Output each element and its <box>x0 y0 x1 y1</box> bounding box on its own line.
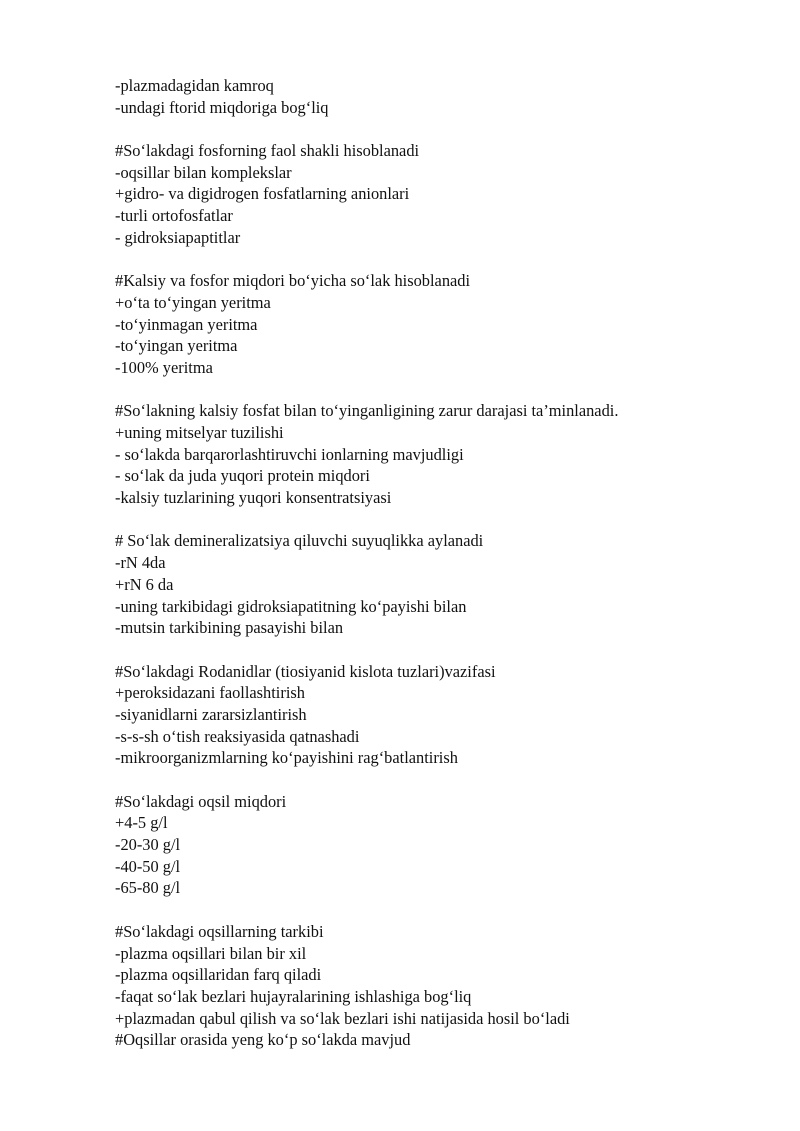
text-line: -plazmadagidan kamroq <box>115 76 274 95</box>
text-line: +plazmadan qabul qilish va so‘lak bezlari ishi natijasida hosil bo‘ladi <box>115 1008 570 1028</box>
text-line: +gidro- va digidrogen fosfatlarning anionlari <box>115 184 410 204</box>
text-line: -oqsillar bilan komplekslar <box>115 162 292 182</box>
question-block <box>115 530 765 638</box>
question-block <box>115 75 765 118</box>
question-block <box>115 661 765 769</box>
block-spacer <box>115 249 765 271</box>
text-line: # So‘lak demineralizatsiya qiluvchi suyuqlikka aylanadi <box>115 531 484 551</box>
text-line: - so‘lak da juda yuqori protein miqdori <box>115 466 370 486</box>
text-line: -mutsin tarkibining pasayishi bilan <box>115 618 344 638</box>
text-line: -s-s-sh o‘tish reaksiyasida qatnashadi <box>115 726 360 746</box>
text-line: -plazma oqsillaridan farq qiladi <box>115 965 322 985</box>
block-spacer <box>115 379 765 401</box>
text-line: #So‘lakdagi oqsillarning tarkibi <box>115 921 324 941</box>
question-block <box>115 791 765 899</box>
question-block <box>115 921 765 1051</box>
text-line: #Kalsiy va fosfor miqdori bo‘yicha so‘lak hisoblanadi <box>115 271 471 291</box>
text-line: +o‘ta to‘yingan yeritma <box>115 292 271 312</box>
text-line: -100% yeritma <box>115 357 213 377</box>
text-line: #Oqsillar orasida yeng ko‘p so‘lakda mavjud <box>115 1030 411 1050</box>
block-spacer <box>115 118 765 140</box>
text-line: -20-30 g/l <box>115 835 181 855</box>
text-line: +4-5 g/l <box>115 813 168 833</box>
text-line: +uning mitselyar tuzilishi <box>115 423 284 442</box>
question-block <box>115 140 765 248</box>
text-line: -mikroorganizmlarning ko‘payishini rag‘batlantirish <box>115 748 458 768</box>
block-spacer <box>115 769 765 791</box>
text-line: -plazma oqsillari bilan bir xil <box>115 943 307 963</box>
text-line: -kalsiy tuzlarining yuqori konsentratsiyasi <box>115 488 392 508</box>
text-line: - so‘lakda barqarorlashtiruvchi ionlarning mavjudligi <box>115 444 464 464</box>
question-block <box>115 400 765 508</box>
text-line: -turli ortofosfatlar <box>115 206 233 226</box>
text-line: #So‘lakdagi Rodanidlar (tiosiyanid kislota tuzlari)vazifasi <box>115 661 496 681</box>
text-line: -uning tarkibidagi gidroksiapatitning ko‘payishi bilan <box>115 596 467 616</box>
text-line: -to‘yinmagan yeritma <box>115 314 258 334</box>
text-line: #So‘lakdagi fosforning faol shakli hisoblanadi <box>115 141 420 161</box>
text-line: -40-50 g/l <box>115 856 181 876</box>
text-line: -undagi ftorid miqdoriga bog‘liq <box>115 97 329 117</box>
text-line: #So‘lakdagi oqsil miqdori <box>115 791 287 811</box>
block-spacer <box>115 899 765 921</box>
document-page <box>115 75 765 1051</box>
block-spacer <box>115 509 765 531</box>
text-line: -faqat so‘lak bezlari hujayralarining ishlashiga bog‘liq <box>115 986 472 1006</box>
text-line: #So‘lakning kalsiy fosfat bilan to‘yinganligining zarur darajasi ta’minlanadi. <box>115 401 619 421</box>
text-line: - gidroksiapaptitlar <box>115 227 241 247</box>
text-line: +rN 6 da <box>115 574 174 594</box>
question-block <box>115 270 765 378</box>
text-line: -rN 4da <box>115 553 166 573</box>
text-line: -siyanidlarni zararsizlantirish <box>115 704 307 724</box>
text-line: +peroksidazani faollashtirish <box>115 683 305 703</box>
text-line: -to‘yingan yeritma <box>115 336 238 356</box>
text-line: -65-80 g/l <box>115 878 181 898</box>
block-spacer <box>115 639 765 661</box>
